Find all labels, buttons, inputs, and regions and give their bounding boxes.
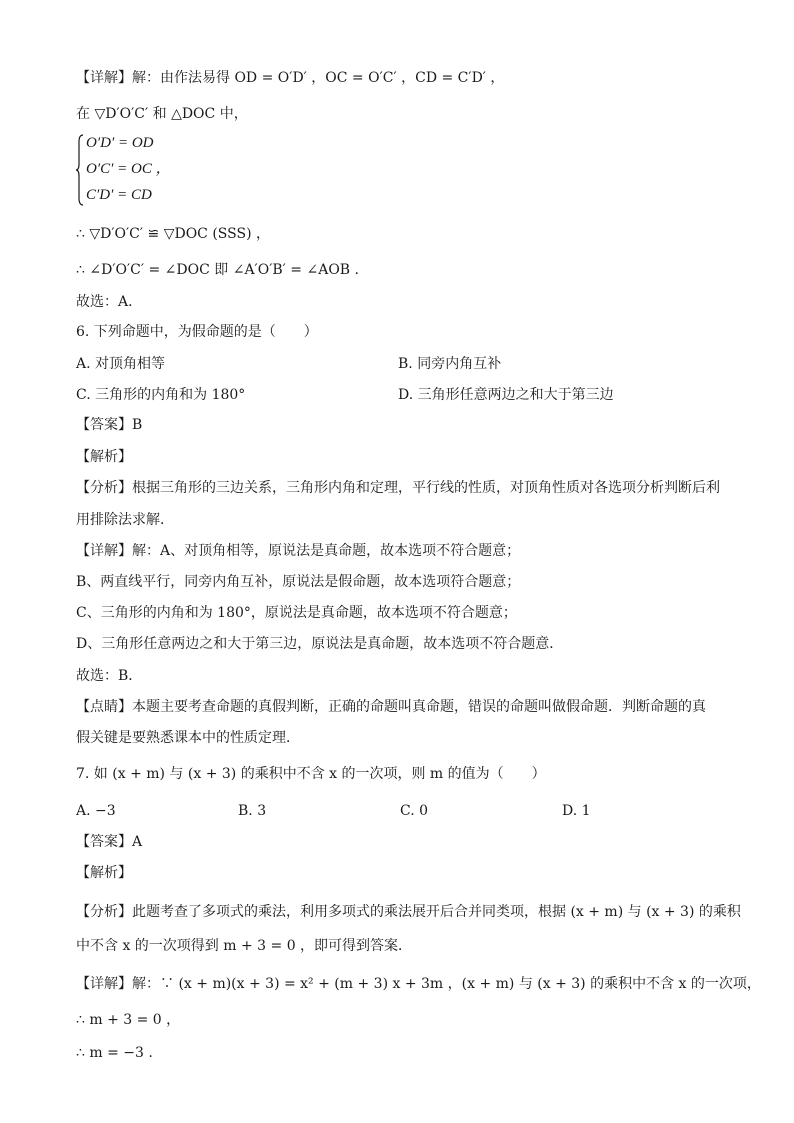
- text-line: 故选：B．: [76, 668, 143, 684]
- answer-label: 【答案】B: [76, 417, 143, 433]
- analysis-label: 【解析】: [76, 449, 132, 465]
- text-line: ∴ m = −3 .: [76, 1045, 153, 1061]
- answer-label: 【答案】A: [76, 834, 143, 850]
- question-7: 7. 如 (x + m) 与 (x + 3) 的乘积中不含 x 的一次项，则 m 的值为（ ）: [76, 766, 546, 782]
- text-line: ∴ ∠D′O′C′ = ∠DOC 即 ∠A′O′B′ = ∠AOB .: [76, 262, 359, 278]
- question-6: 6. 下列命题中，为假命题的是（ ）: [76, 324, 318, 340]
- text-line: C、三角形的内角和为 180°，原说法是真命题，故本选项不符合题意；: [76, 605, 517, 621]
- text-line: 在 ▽D′O′C′ 和 △DOC 中，: [76, 106, 248, 122]
- equation-system: [76, 134, 196, 208]
- option-b: B. 同旁内角互补: [398, 356, 502, 372]
- text-line: ∴ ▽D′O′C′ ≌ ▽DOC (SSS) ，: [76, 226, 270, 242]
- text-line: 假关键是要熟悉课本中的性质定理．: [76, 730, 300, 746]
- text-line: 故选：A．: [76, 294, 143, 310]
- equation-line: O′C′ = OC ，: [86, 161, 171, 177]
- text-line: 【详解】解：A、对顶角相等，原说法是真命题，故本选项不符合题意；: [76, 543, 521, 559]
- option-a: A. 对顶角相等: [76, 356, 166, 372]
- left-brace-icon: [76, 134, 84, 206]
- text-line: 【分析】根据三角形的三边关系，三角形内角和定理，平行线的性质，对顶角性质对各选项分析判断后利: [76, 480, 720, 496]
- option-d: D. 1: [562, 803, 591, 819]
- text-line: ∴ m + 3 = 0 ，: [76, 1012, 181, 1028]
- equation-line: C′D′ = CD: [86, 187, 152, 203]
- text-line: B、两直线平行，同旁内角互补，原说法是假命题，故本选项符合题意；: [76, 574, 521, 590]
- analysis-label: 【解析】: [76, 865, 132, 881]
- text-line: 【分析】此题考查了多项式的乘法，利用多项式的乘法展开后合并同类项，根据 (x + m) 与 (x + 3) 的乘积: [76, 904, 741, 920]
- text-line: 用排除法求解．: [76, 512, 174, 528]
- text-line: 【详解】解：由作法易得 OD = O′D′ ，OC = O′C′ ，CD = C′D′ ，: [76, 70, 505, 86]
- option-d: D. 三角形任意两边之和大于第三边: [398, 387, 614, 403]
- text-line: 【点睛】本题主要考查命题的真假判断，正确的命题叫真命题，错误的命题叫做假命题．判断命题的真: [76, 699, 706, 715]
- option-b: B. 3: [238, 803, 267, 819]
- option-c: C. 三角形的内角和为 180°: [76, 387, 246, 403]
- option-c: C. 0: [400, 803, 429, 819]
- option-a: A. −3: [76, 803, 116, 819]
- equation-line: O′D′ = OD: [86, 135, 154, 151]
- text-line: 中不含 x 的一次项得到 m + 3 = 0 ，即可得到答案．: [76, 938, 413, 954]
- text-line: 【详解】解：∵ (x + m)(x + 3) = x² + (m + 3) x + 3m ，(x + m) 与 (x + 3) 的乘积中不含 x 的一次项，: [76, 976, 761, 992]
- text-line: D、三角形任意两边之和大于第三边，原说法是真命题，故本选项不符合题意．: [76, 636, 564, 652]
